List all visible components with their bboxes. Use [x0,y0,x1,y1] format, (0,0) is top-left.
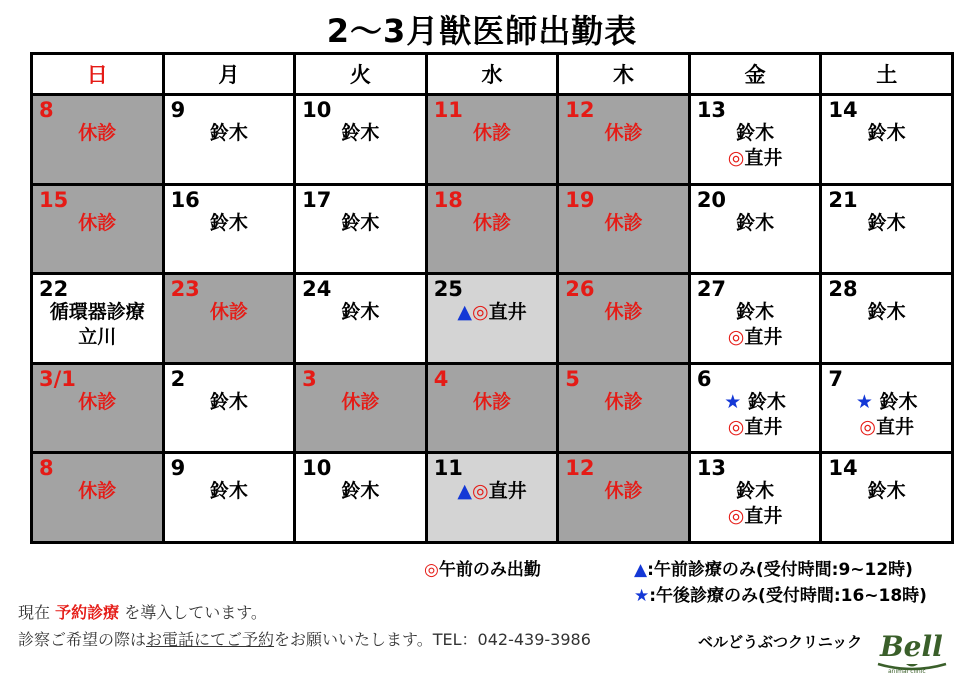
staff-name: 鈴木 [736,301,775,324]
staff-name: 鈴木 [209,480,248,503]
day-cell-closed [558,453,690,543]
staff-name: ▲◎直井 [457,480,527,503]
triangle-icon: ▲ [457,301,472,324]
phone-number: をお願いいたします。TEL：042-439-3986 [274,630,591,649]
legend-pm-clinic-text: :午後診療のみ(受付時間:16~18時) [649,586,927,606]
day-number: 12 [565,456,595,481]
day-cell [32,274,164,364]
day-number: 8 [39,98,54,122]
day-cell-closed [426,95,558,185]
star-icon: ★ [724,390,742,413]
staff-name: 鈴木 [736,211,775,234]
double-circle-icon: ◎ [424,560,439,580]
day-number: 13 [696,98,727,122]
day-cell-closed [426,363,558,453]
day-number: 3 [302,366,317,391]
closed-label: 休診 [78,390,117,413]
staff-name: 循環器診療 [49,301,145,324]
closed-label: 休診 [604,480,643,503]
day-number: 10 [302,456,332,481]
day-number: 7 [828,366,843,391]
double-circle-icon: ◎ [471,480,489,503]
day-number: 14 [828,456,858,481]
day-cell-closed [32,95,164,185]
day-cell-am-only [426,274,558,364]
closed-label: 休診 [209,301,248,324]
day-cell-closed [32,363,164,453]
closed-label: 休診 [604,211,643,234]
weekday-sun: 日 [32,54,164,95]
closed-label: 休診 [341,390,380,413]
day-cell-closed [558,363,690,453]
clinic-logo [872,622,952,674]
day-number: 11 [433,98,463,122]
day-cell [295,184,427,274]
day-number: 19 [565,187,595,212]
weekday-mon: 月 [163,54,295,95]
reservation-notice [18,600,267,623]
day-cell-closed [163,274,295,364]
day-cell [295,95,427,185]
day-cell [163,95,295,185]
closed-label: 休診 [78,480,117,503]
day-number: 28 [828,277,858,302]
day-number: 20 [696,187,727,212]
day-cell [689,184,821,274]
closed-label: 休診 [472,211,511,234]
staff-name: 鈴木 [341,211,380,234]
day-cell [295,274,427,364]
clinic-name: ベルどうぶつクリニック [698,633,863,651]
double-circle-icon: ◎ [727,147,745,169]
closed-label: 休診 [78,122,117,144]
day-cell [821,274,953,364]
phone-notice [18,627,591,650]
day-number: 22 [39,277,69,302]
staff-name: 立川 [78,326,117,349]
day-cell-closed [32,184,164,274]
staff-name: 鈴木 [867,211,906,234]
day-cell-closed [295,363,427,453]
day-number: 2 [170,366,186,391]
week-row [32,95,953,185]
staff-name: ◎直井 [727,415,783,438]
page-title: 2〜3月獣医師出勤表 [326,12,638,50]
day-cell-closed [426,184,558,274]
star-icon: ★ [855,390,873,413]
weekday-thu: 木 [558,54,690,95]
day-cell-closed [32,453,164,543]
day-number: 9 [170,456,186,481]
double-circle-icon: ◎ [727,505,745,528]
reservation-highlight: 予約診療 [55,603,120,622]
closed-label: 休診 [604,301,643,324]
staff-name: ◎直井 [727,326,783,349]
day-number: 13 [696,456,727,481]
day-number: 15 [39,187,69,212]
logo-subtext: animal clinic [888,668,926,674]
day-cell [821,95,953,185]
day-number: 11 [433,456,463,481]
staff-name: ◎直井 [859,415,914,438]
staff-name: 鈴木 [341,122,380,144]
day-cell [821,363,953,453]
closed-label: 休診 [78,211,117,234]
day-cell-closed [558,274,690,364]
week-row [32,274,953,364]
closed-label: 休診 [604,122,643,144]
closed-label: 休診 [472,122,511,144]
legend-am-attendance [424,555,541,580]
legend-am-clinic-text: :午前診療のみ(受付時間:9~12時) [647,560,913,580]
day-cell [689,274,821,364]
day-number: 5 [565,366,580,391]
day-number: 17 [302,187,332,212]
schedule-table [30,52,954,544]
day-number: 27 [696,277,727,302]
day-cell [821,184,953,274]
day-number: 21 [828,187,858,212]
star-icon: ★ [634,586,650,606]
day-number: 14 [828,98,858,122]
double-circle-icon: ◎ [471,301,489,324]
legend-pm-clinic [634,581,927,606]
weekday-fri: 金 [689,54,821,95]
staff-name: 鈴木 [209,211,248,234]
double-circle-icon: ◎ [727,326,745,349]
double-circle-icon: ◎ [727,415,745,438]
day-cell [295,453,427,543]
staff-name: ★ 鈴木 [724,390,786,413]
day-cell-closed [558,184,690,274]
day-number: 24 [302,277,332,302]
weekday-sat: 土 [821,54,953,95]
staff-name: 鈴木 [341,480,380,503]
day-number: 6 [696,366,712,391]
staff-name: ◎直井 [727,147,783,169]
staff-name: 鈴木 [867,122,906,144]
day-number: 3/1 [39,366,76,391]
logo-wordmark: Bell [880,630,943,663]
weekday-wed: 水 [426,54,558,95]
day-number: 16 [170,187,200,212]
phone-reservation-underline: お電話にてご予約 [146,630,275,649]
weekday-tue: 火 [295,54,427,95]
day-cell [689,453,821,543]
double-circle-icon: ◎ [859,415,876,438]
staff-name: ★ 鈴木 [855,390,918,413]
day-cell [821,453,953,543]
day-cell [163,453,295,543]
day-cell [689,95,821,185]
closed-label: 休診 [604,390,643,413]
staff-name: 鈴木 [867,301,906,324]
staff-name: 鈴木 [867,480,906,503]
week-row [32,184,953,274]
week-row [32,453,953,543]
day-cell [689,363,821,453]
day-number: 26 [565,277,595,302]
day-number: 12 [565,98,595,122]
day-number: 10 [302,98,332,122]
day-number: 4 [433,366,449,391]
staff-name: ▲◎直井 [457,301,527,324]
legend-am-attendance-text: 午前のみ出勤 [438,560,541,580]
day-cell-closed [558,95,690,185]
staff-name: 鈴木 [736,480,775,503]
weekday-header-row [32,54,953,95]
staff-name: 鈴木 [209,390,248,413]
day-number: 9 [170,98,186,122]
notice-text: 診察ご希望の際は [18,630,147,649]
staff-name: 鈴木 [736,122,775,144]
triangle-icon: ▲ [634,560,648,580]
legend-am-clinic [634,555,913,580]
day-number: 18 [433,187,463,212]
staff-name: 鈴木 [341,301,380,324]
staff-name: 鈴木 [209,122,248,144]
day-cell-am-only [426,453,558,543]
triangle-icon: ▲ [457,480,472,503]
notice-text: 現在 [18,603,56,622]
day-number: 8 [39,456,54,481]
week-row [32,363,953,453]
day-cell [163,363,295,453]
day-number: 25 [433,277,463,302]
day-cell [163,184,295,274]
staff-name: ◎直井 [727,505,783,528]
closed-label: 休診 [472,390,511,413]
day-number: 23 [170,277,200,302]
notice-text: を導入しています。 [119,603,267,622]
